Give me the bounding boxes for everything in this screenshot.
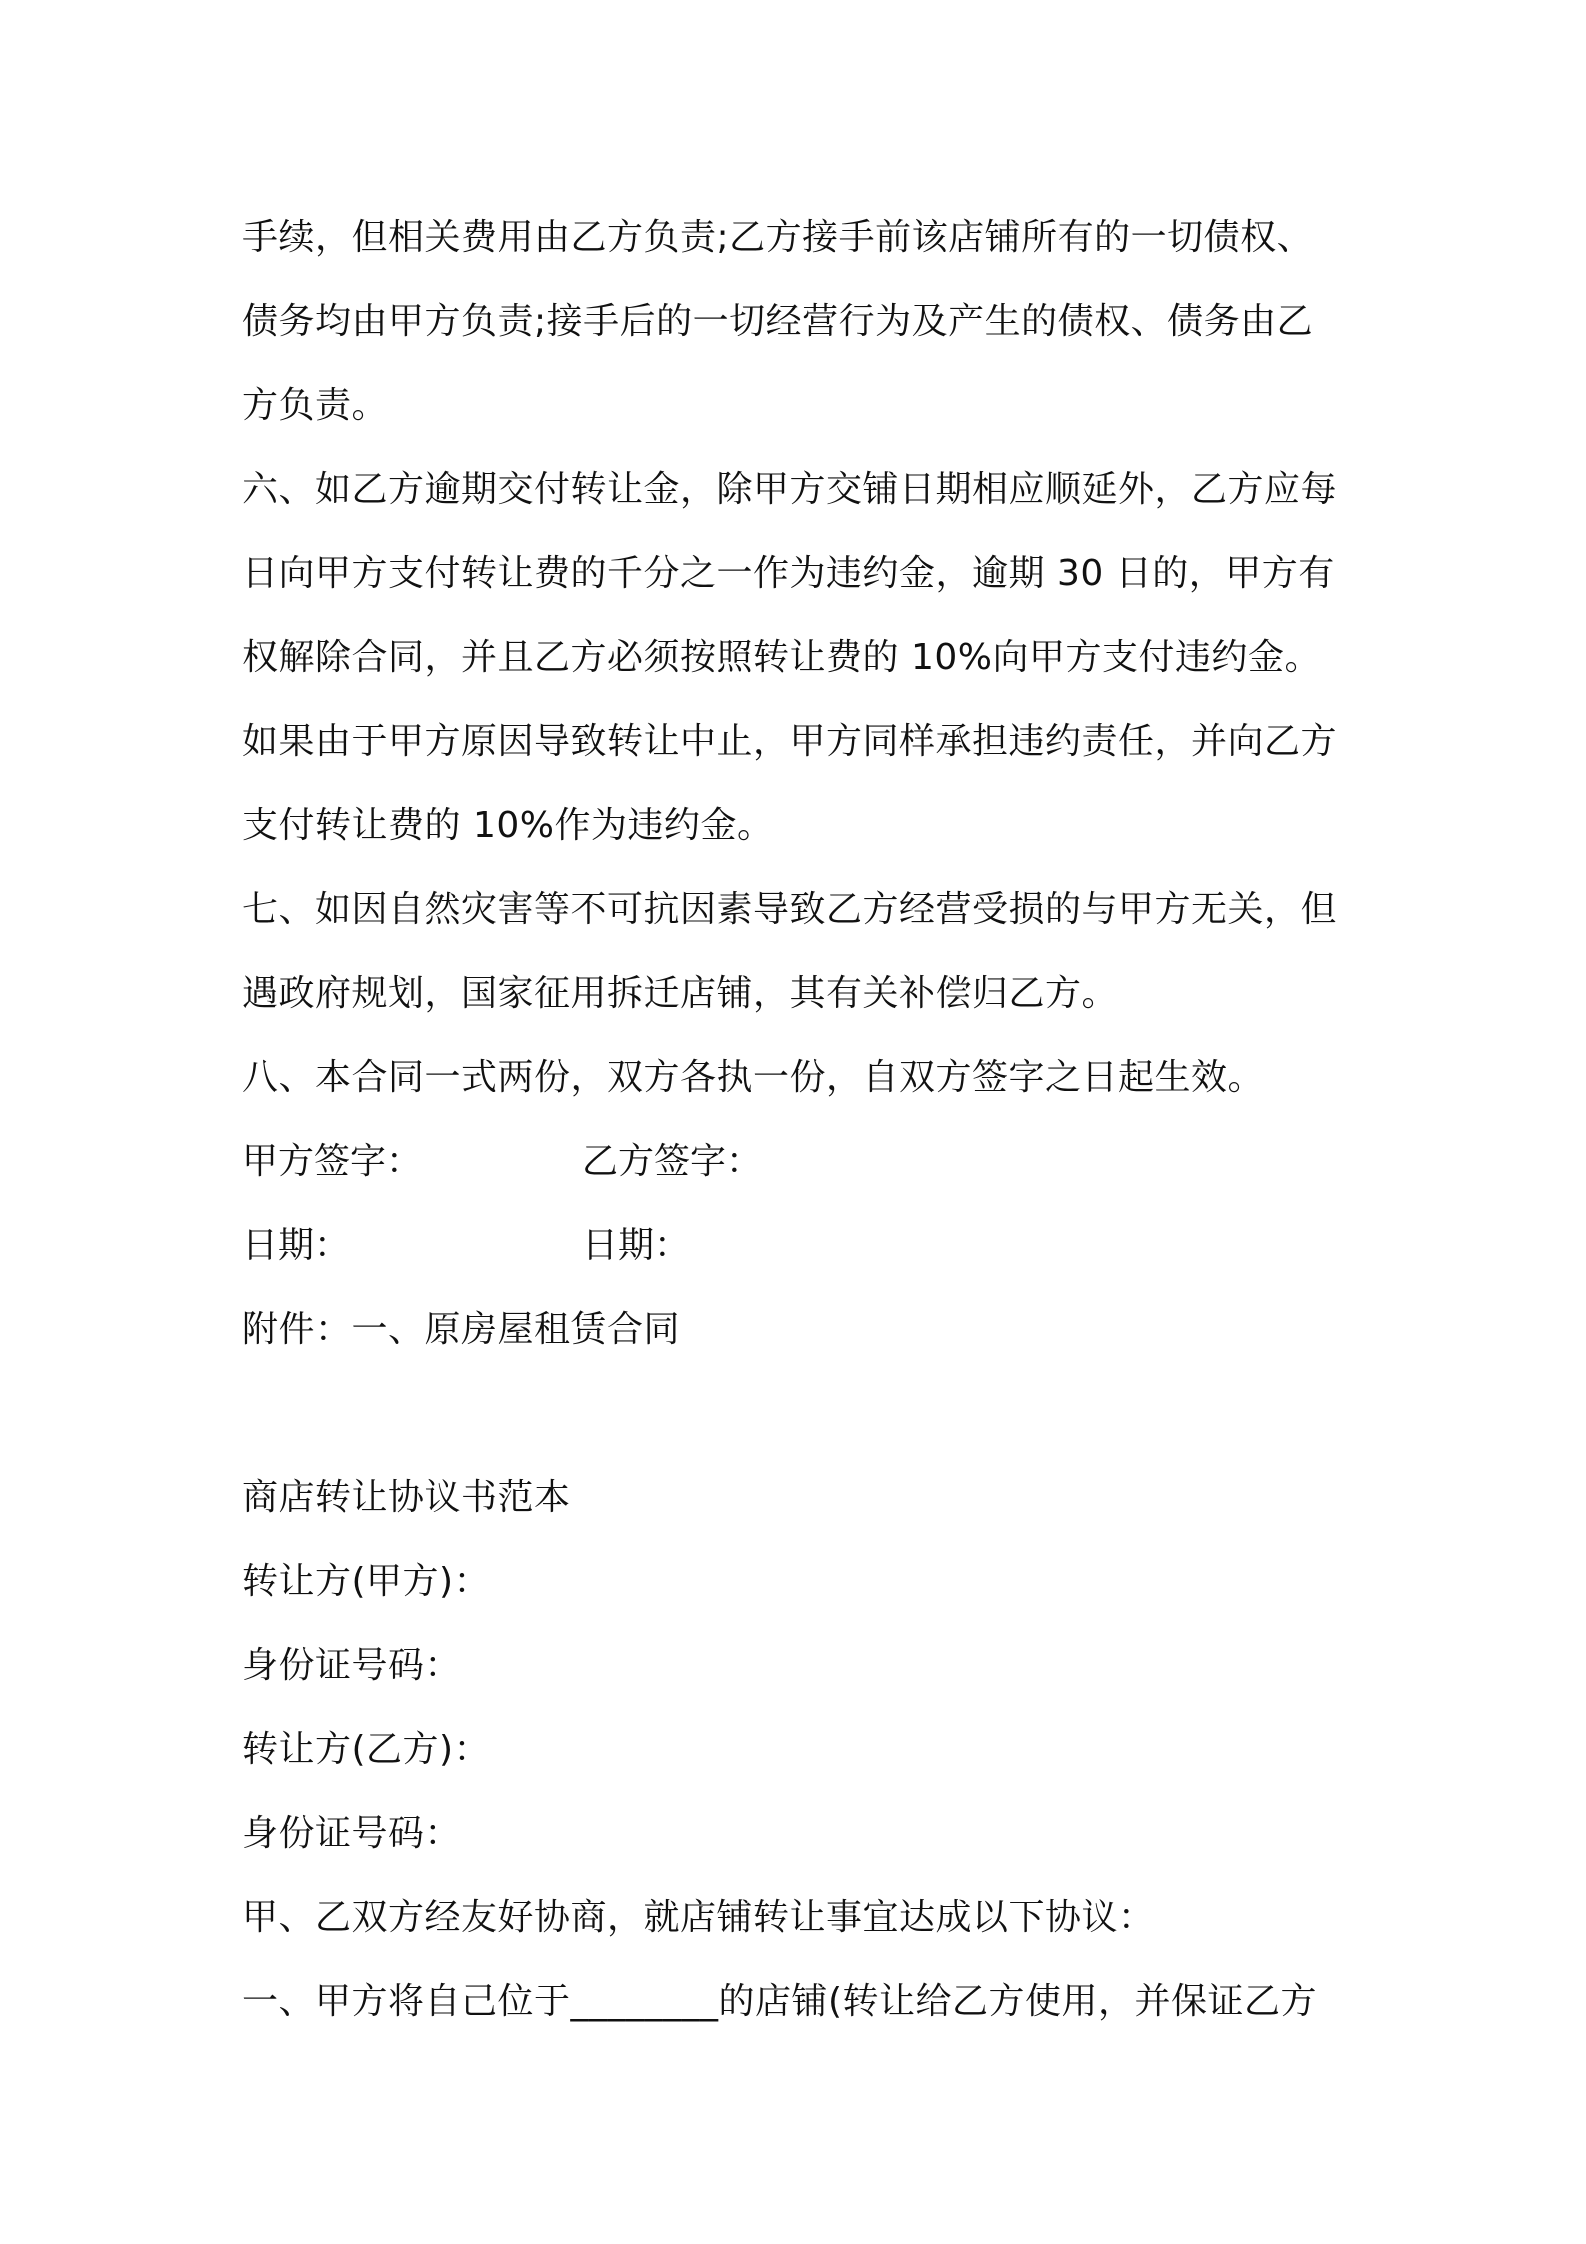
party-b-id-field: 身份证号码： (242, 1813, 462, 1854)
clause-six-line: 如果由于甲方原因导致转让中止，甲方同样承担违约责任，并向乙方 (242, 721, 1338, 762)
document-title: 商店转让协议书范本 (242, 1477, 571, 1518)
party-a-field: 转让方(甲方)： (242, 1561, 491, 1602)
party-b-field: 转让方(乙方)： (242, 1729, 491, 1770)
party-a-date-label: 日期： (242, 1225, 351, 1266)
agreement-intro: 甲、乙双方经友好协商，就店铺转让事宜达成以下协议： (242, 1897, 1155, 1938)
party-a-signature-label: 甲方签字： (242, 1141, 423, 1182)
party-b-date-label: 日期： (582, 1225, 691, 1266)
signature-row (242, 1120, 1362, 1204)
clause-eight-line: 八、本合同一式两份，双方各执一份，自双方签字之日起生效。 (242, 1057, 1265, 1098)
paragraph-line: 手续，但相关费用由乙方负责;乙方接手前该店铺所有的一切债权、 (242, 217, 1314, 258)
document-body (242, 196, 1362, 2044)
clause-six-line: 六、如乙方逾期交付转让金，除甲方交铺日期相应顺延外，乙方应每 (242, 469, 1338, 510)
party-b-signature-label: 乙方签字： (582, 1141, 763, 1182)
clause-six-line: 支付转让费的 10%作为违约金。 (242, 805, 774, 846)
section-gap (242, 1372, 1362, 1456)
clause-six-line: 日向甲方支付转让费的千分之一作为违约金，逾期 30 日的，甲方有 (242, 553, 1335, 594)
clause-six-line: 权解除合同，并且乙方必须按照转让费的 10%向甲方支付违约金。 (242, 637, 1321, 678)
party-a-id-field: 身份证号码： (242, 1645, 462, 1686)
clause-one-line: 一、甲方将自己位于________的店铺(转让给乙方使用，并保证乙方 (242, 1981, 1318, 2022)
date-row (242, 1204, 1362, 1288)
attachment-line: 附件：一、原房屋租赁合同 (242, 1309, 681, 1350)
paragraph-line: 债务均由甲方负责;接手后的一切经营行为及产生的债权、债务由乙 (242, 301, 1314, 342)
clause-seven-line: 七、如因自然灾害等不可抗因素导致乙方经营受损的与甲方无关，但 (242, 889, 1338, 930)
paragraph-line: 方负责。 (242, 385, 389, 426)
clause-seven-line: 遇政府规划，国家征用拆迁店铺，其有关补偿归乙方。 (242, 973, 1119, 1014)
